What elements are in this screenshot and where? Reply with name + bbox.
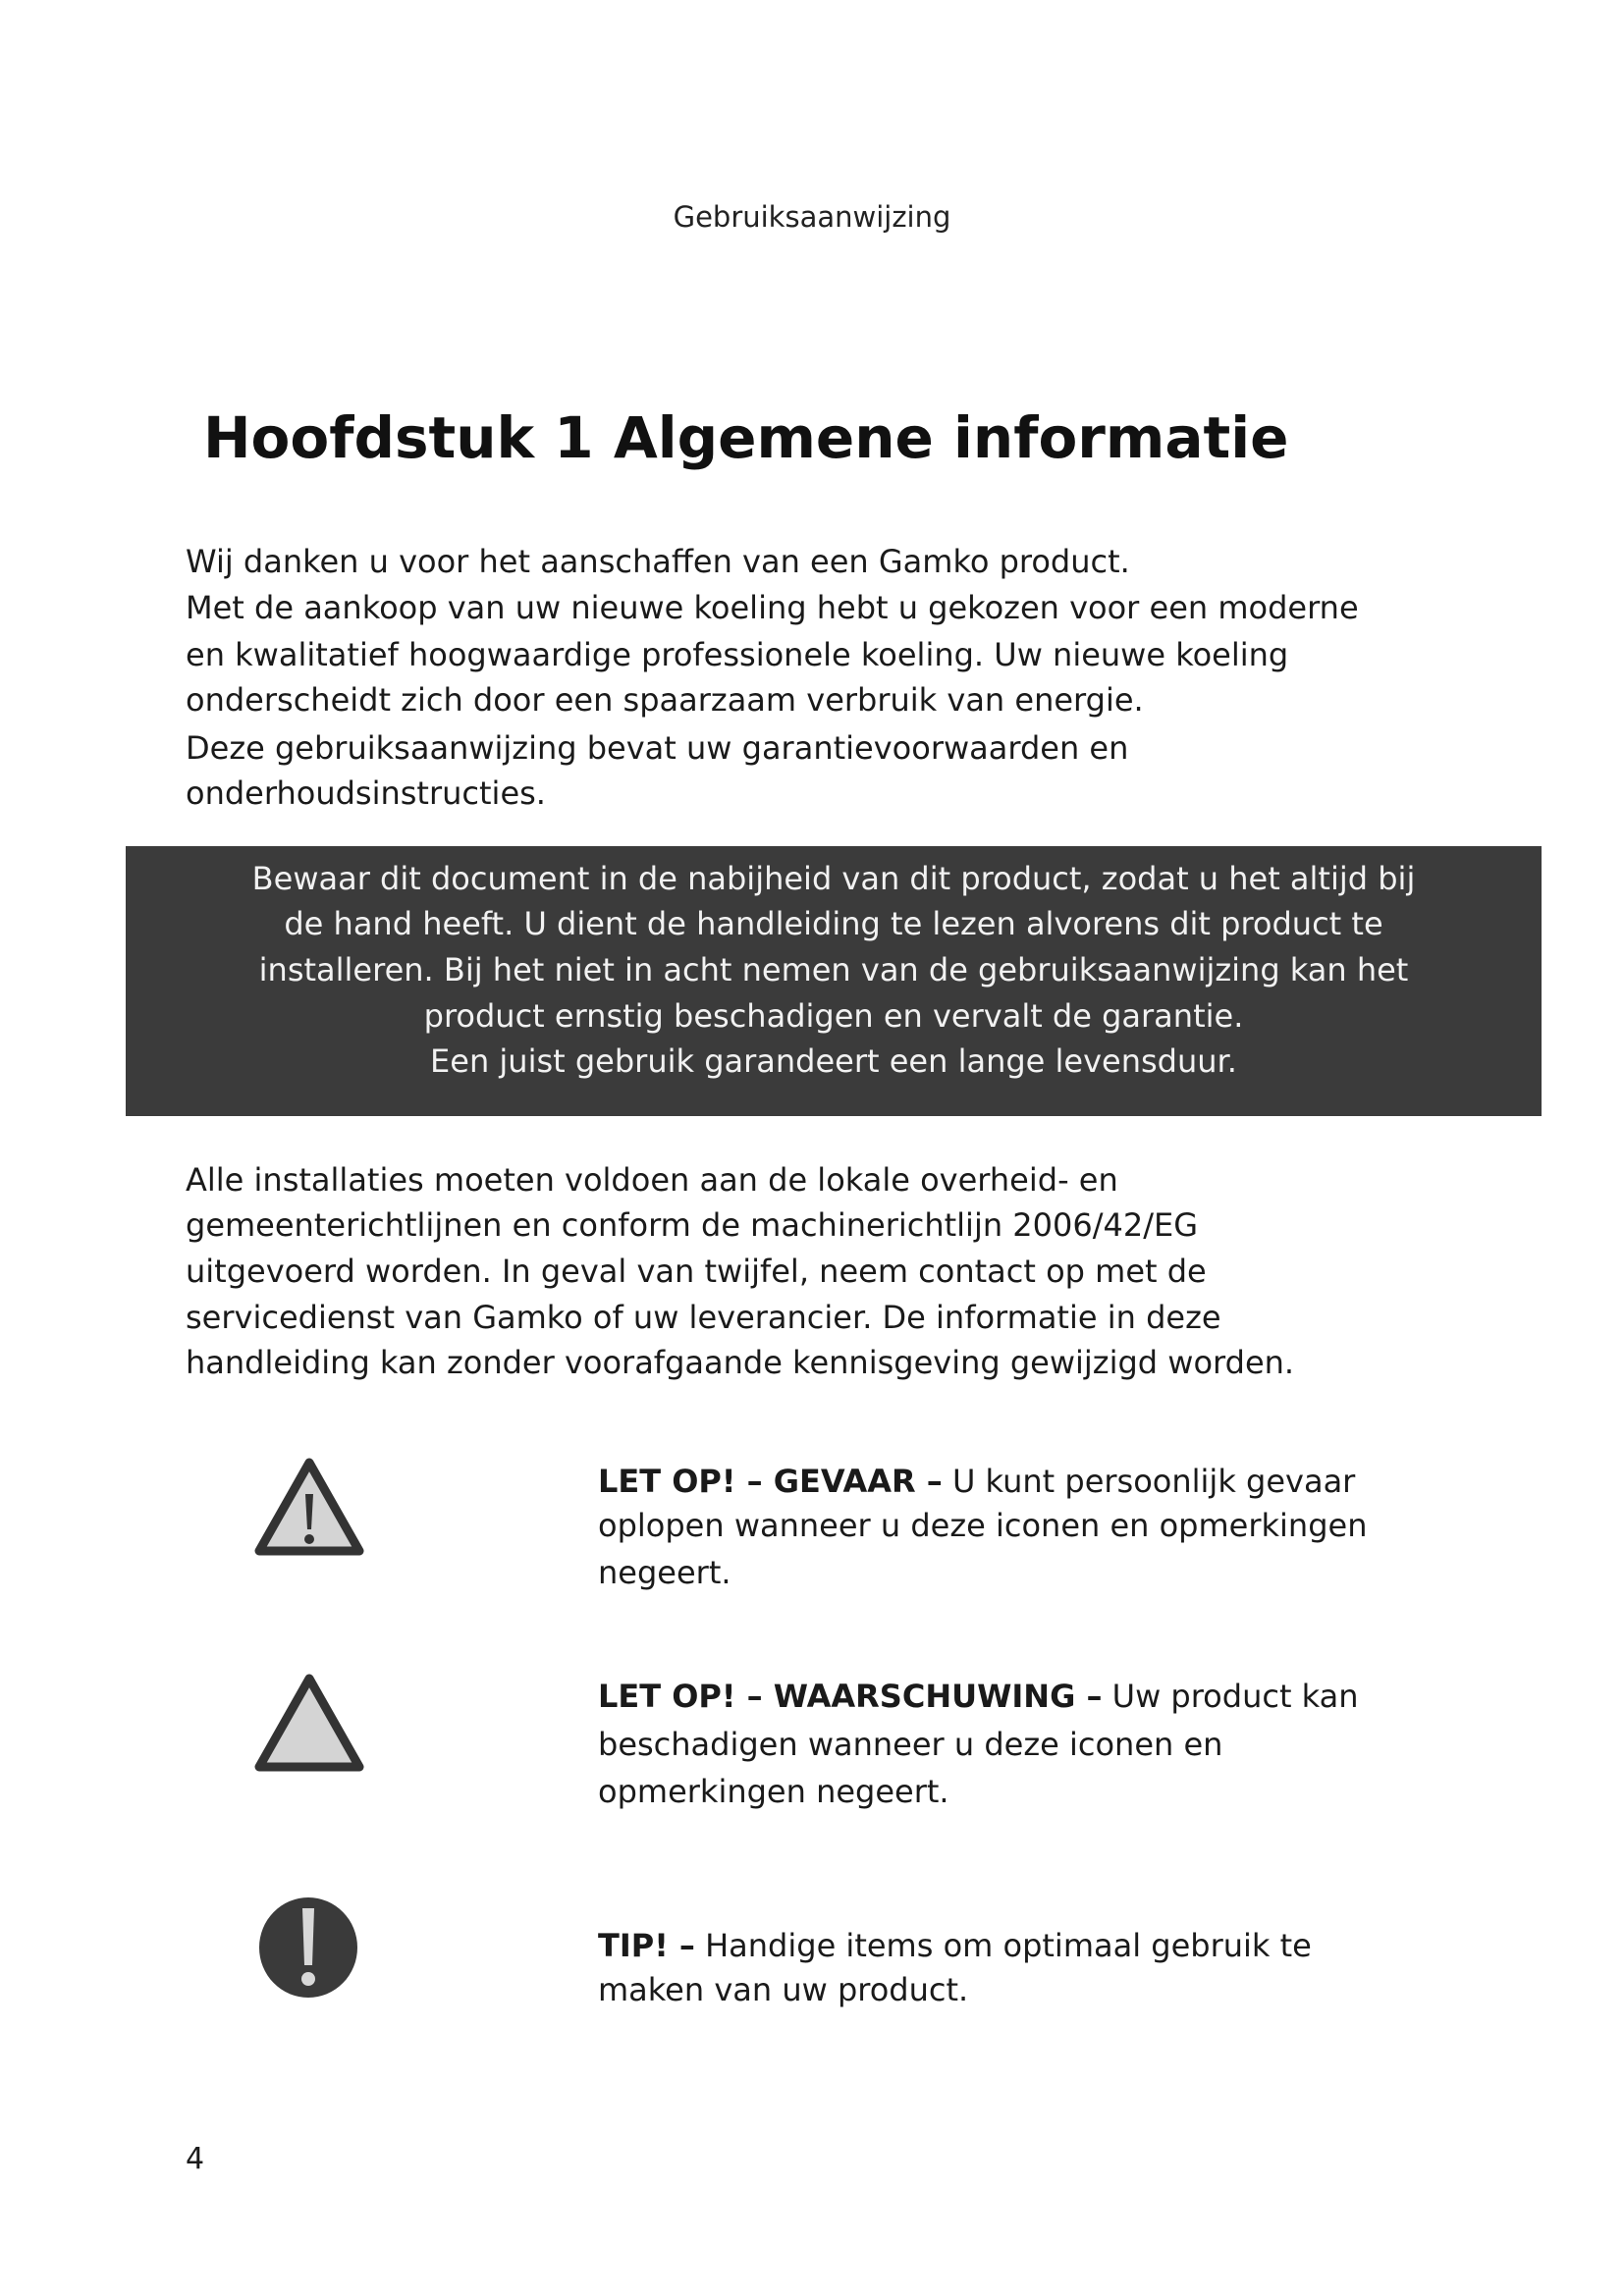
intro-line: Deze gebruiksaanwijzing bevat uw garantievoorwaarden en <box>186 729 1129 767</box>
intro-line: Wij danken u voor het aanschaffen van een Gamko product. <box>186 543 1130 580</box>
danger-triangle-icon <box>251 1455 367 1561</box>
installation-line: handleiding kan zonder voorafgaande kennisgeving gewijzigd worden. <box>186 1344 1295 1381</box>
tip-exclamation-icon <box>257 1896 359 1999</box>
tip-note <box>598 1927 1312 1964</box>
notice-line: de hand heeft. U dient de handleiding te lezen alvorens dit product te <box>284 905 1383 942</box>
notice-line: product ernstig beschadigen en vervalt de garantie. <box>423 997 1244 1035</box>
warning-note <box>598 1678 1359 1715</box>
warning-text: opmerkingen negeert. <box>598 1773 949 1810</box>
installation-line: Alle installaties moeten voldoen aan de lokale overheid- en <box>186 1161 1118 1199</box>
installation-line: servicedienst van Gamko of uw leverancier. De informatie in deze <box>186 1299 1221 1336</box>
notice-line: installeren. Bij het niet in acht nemen van de gebruiksaanwijzing kan het <box>258 951 1409 988</box>
running-header: Gebruiksaanwijzing <box>673 200 951 234</box>
danger-text: U kunt persoonlijk gevaar <box>942 1463 1356 1500</box>
danger-text: negeert. <box>598 1554 731 1591</box>
notice-line: Bewaar dit document in de nabijheid van dit product, zodat u het altijd bij <box>251 860 1416 897</box>
warning-text: Uw product kan <box>1102 1678 1359 1715</box>
notice-line: Een juist gebruik garandeert een lange levensduur. <box>430 1042 1237 1080</box>
warning-text: beschadigen wanneer u deze iconen en <box>598 1726 1223 1763</box>
tip-label: TIP! – <box>598 1927 695 1964</box>
danger-note <box>598 1463 1355 1500</box>
page-number: 4 <box>186 2142 205 2176</box>
intro-line: Met de aankoop van uw nieuwe koeling hebt u gekozen voor een moderne <box>186 589 1359 626</box>
danger-text: oplopen wanneer u deze iconen en opmerkingen <box>598 1507 1368 1544</box>
installation-line: gemeenterichtlijnen en conform de machinerichtlijn 2006/42/EG <box>186 1206 1199 1244</box>
warning-triangle-icon <box>251 1671 367 1777</box>
intro-line: en kwalitatief hoogwaardige professionele koeling. Uw nieuwe koeling <box>186 636 1289 673</box>
danger-label: LET OP! – GEVAAR – <box>598 1463 943 1500</box>
chapter-title: Hoofdstuk 1 Algemene informatie <box>203 404 1289 471</box>
tip-text: maken van uw product. <box>598 1971 969 2008</box>
warning-label: LET OP! – WAARSCHUWING – <box>598 1678 1103 1715</box>
installation-line: uitgevoerd worden. In geval van twijfel, neem contact op met de <box>186 1253 1207 1290</box>
tip-text: Handige items om optimaal gebruik te <box>694 1927 1312 1964</box>
intro-line: onderscheidt zich door een spaarzaam verbruik van energie. <box>186 681 1144 719</box>
intro-line: onderhoudsinstructies. <box>186 774 546 812</box>
